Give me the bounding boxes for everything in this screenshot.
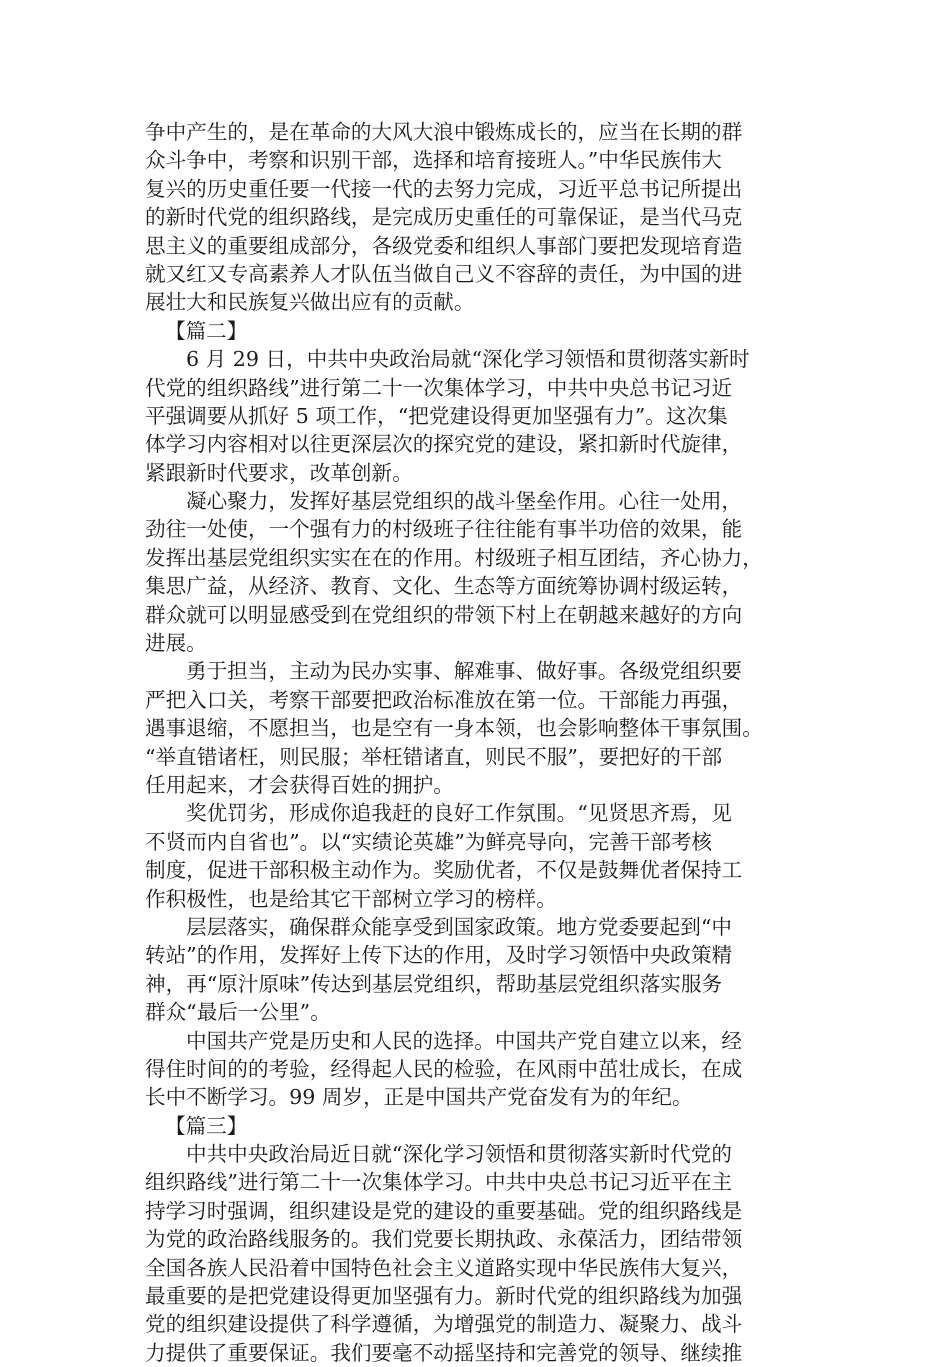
text-line: 转站”的作用，发挥好上传下达的作用，及时学习领悟中央政策精: [145, 943, 733, 968]
text-line: 党的组织建设提供了科学遵循，为增强党的制造力、凝聚力、战斗: [145, 1312, 743, 1337]
text-line: 众斗争中，考察和识别干部，选择和培育接班人。”中华民族伟大: [145, 148, 722, 173]
text-line: 不贤而内自省也”。以“实绩论英雄”为鲜亮导向，完善干部考核: [145, 829, 713, 854]
text-line: 长中不断学习。99 周岁，正是中国共产党奋发有为的年纪。: [145, 1085, 693, 1110]
text-line: 平强调要从抓好 5 项工作，“把党建设得更加坚强有力”。这次集: [145, 403, 728, 428]
text-line: 中共中央政治局近日就“深化学习领悟和贯彻落实新时代党的: [186, 1142, 732, 1167]
text-line: 群众就可以明显感受到在党组织的带领下村上在朝越来越好的方向: [145, 602, 743, 627]
text-line: 的新时代党的组织路线，是完成历史重任的可靠保证，是当代马克: [145, 205, 743, 230]
text-line: 组织路线”进行第二十一次集体学习。中共中央总书记习近平在主: [145, 1170, 733, 1195]
text-line: 任用起来，才会获得百姓的拥护。: [145, 772, 454, 797]
document-body: [145, 118, 813, 1367]
text-line: 思主义的重要组成部分，各级党委和组织人事部门要把发现培育造: [145, 233, 743, 258]
text-line: 争中产生的，是在革命的大风大浪中锻炼成长的，应当在长期的群: [145, 120, 743, 144]
text-line: 中国共产党是历史和人民的选择。中国共产党自建立以来，经: [186, 1028, 743, 1053]
section-heading: 【篇二】: [165, 318, 248, 343]
text-line: 集思广益，从经济、教育、文化、生态等方面统筹协调村级运转，: [145, 574, 743, 599]
text-line: 力提供了重要保证。我们要毫不动摇坚持和完善党的领导、继续推: [145, 1340, 743, 1365]
text-line: 进展。: [145, 631, 207, 656]
text-line: 展壮大和民族复兴做出应有的贡献。: [145, 290, 475, 315]
text-line: 作积极性，也是给其它干部树立学习的榜样。: [145, 886, 557, 911]
text-line: 得住时间的的考验，经得起人民的检验，在风雨中茁壮成长，在成: [145, 1056, 743, 1081]
text-line: 奖优罚劣，形成你追我赶的良好工作氛围。“见贤思齐焉，见: [186, 801, 732, 826]
text-line: 全国各族人民沿着中国特色社会主义道路实现中华民族伟大复兴，: [145, 1255, 743, 1280]
text-line: 代党的组织路线”进行第二十一次集体学习，中共中央总书记习近: [145, 375, 733, 400]
text-line: 遇事退缩，不愿担当，也是空有一身本领，也会影响整体干事氛围。: [145, 716, 763, 741]
text-line: 层层落实，确保群众能享受到国家政策。地方党委要起到“中: [186, 914, 732, 939]
text-line: 群众“最后一公里”。: [145, 1000, 331, 1025]
text-line: 发挥出基层党组织实实在在的作用。村级班子相互团结，齐心协力，: [145, 545, 763, 570]
text-line: 持学习时强调，组织建设是党的建设的重要基础。党的组织路线是: [145, 1198, 743, 1223]
text-line: “举直错诸枉，则民服；举枉错诸直，则民不服”，要把好的干部: [145, 744, 723, 769]
text-line: 6 月 29 日，中共中央政治局就“深化学习领悟和贯彻落实新时: [186, 347, 750, 372]
text-line: 为党的政治路线服务的。我们党要长期执政、永葆活力，团结带领: [145, 1227, 743, 1252]
text-line: 神，再“原汁原味”传达到基层党组织，帮助基层党组织落实服务: [145, 971, 723, 996]
section-heading: 【篇三】: [165, 1113, 248, 1138]
text-line: 复兴的历史重任要一代接一代的去努力完成，习近平总书记所提出: [145, 176, 743, 201]
text-line: 体学习内容相对以往更深层次的探究党的建设，紧扣新时代旋律，: [145, 432, 743, 457]
text-line: 紧跟新时代要求，改革创新。: [145, 460, 413, 485]
text-line: 凝心聚力，发挥好基层党组织的战斗堡垒作用。心往一处用，: [186, 489, 743, 514]
text-line: 劲往一处使，一个强有力的村级班子往往能有事半功倍的效果，能: [145, 517, 743, 542]
text-line: 最重要的是把党建设得更加坚强有力。新时代党的组织路线为加强: [145, 1284, 743, 1309]
text-line: 严把入口关，考察干部要把政治标准放在第一位。干部能力再强，: [145, 687, 743, 712]
text-line: 就又红又专高素养人才队伍当做自己义不容辞的责任，为中国的进: [145, 261, 743, 286]
text-line: 勇于担当，主动为民办实事、解难事、做好事。各级党组织要: [186, 659, 743, 684]
text-line: 制度，促进干部积极主动作为。奖励优者，不仅是鼓舞优者保持工: [145, 858, 743, 883]
